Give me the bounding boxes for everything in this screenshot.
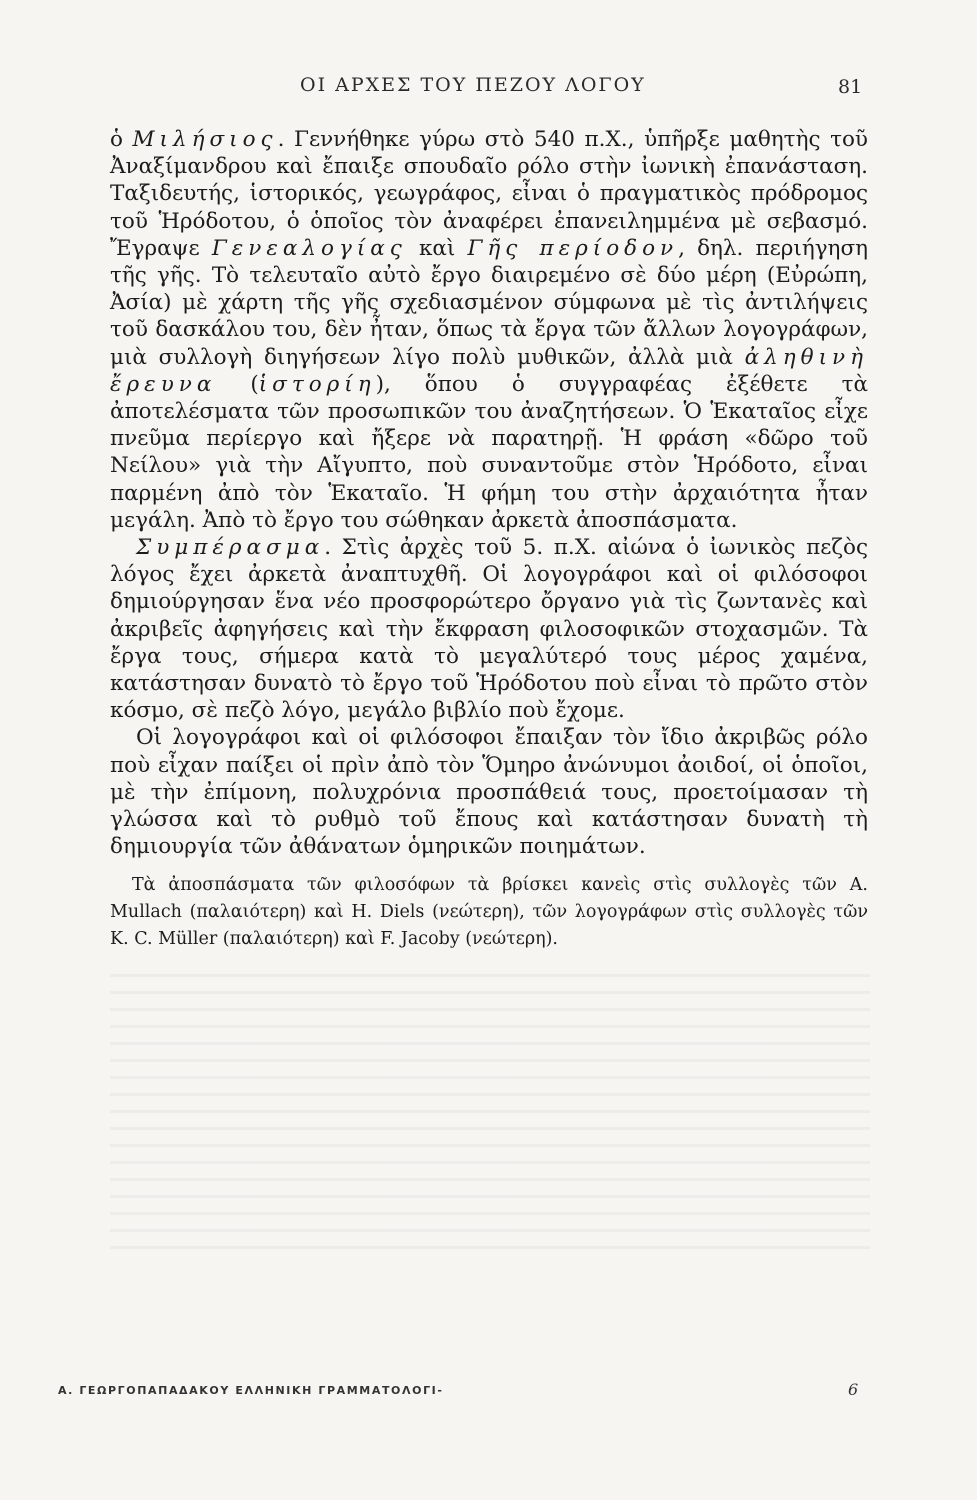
paragraph-logographers: Οἱ λογογράφοι καὶ οἱ φιλόσοφοι ἔπαιξαν τὸν ἴδιο ἀκριβῶς ρόλο ποὺ εἶχαν παίξει οἱ πρὶν ἀπὸ τὸν Ὅμηρο ἀνώνυμοι ἀοιδοί, οἱ ὁποῖοι, μὲ τὴν ἐπίμονη, πολυχρόνια προσπάθειά τους, προετοίμασαν τὴ γλώσσα καὶ τὸ ρυθμὸ τοῦ ἔπους καὶ κατάστησαν δυνατὴ τὴ δημιουργία τῶν ἀθάνατων ὁμηρικῶν ποιημάτων. [110,725,868,860]
text-run: ), ὅπου ὁ συγγραφέας ἐξέθετε τὰ ἀποτελέσματα τῶν προσωπικῶν του ἀναζητήσεων. Ὁ Ἑκαταῖος εἶχε πνεῦμα περίεργο καὶ ἤξερε νὰ παρατηρῇ. Ἡ φράση «δῶρο τοῦ Νείλου» γιὰ τὴν Αἴγυπτο, ποὺ συναντοῦμε στὸν Ἡρόδοτο, εἶναι παρμένη ἀπὸ τὸν Ἑκαταῖο. Ἡ φήμη του στὴν ἀρχαιότητα ἦταν μεγάλη. Ἀπὸ τὸ ἔργο του σώθηκαν ἀρκετὰ ἀποσπάσματα. [110,371,868,533]
footnote-text: Τὰ ἀποσπάσματα τῶν φιλοσόφων τὰ βρίσκει κανεὶς στὶς συλλογὲς τῶν A. Mullach (παλαιότερη) καὶ H. Diels (νεώτερη), τῶν λογογράφων στὶς συλλογὲς τῶν K. C. Müller (παλαιότερη) καὶ F. Jacoby (νεώτερη). [110,875,868,949]
spaced-emphasis: ἀληθινὴ ἔρευνα [110,344,868,397]
paragraph-hecataeus [110,126,868,534]
footnote [110,872,868,953]
running-title: ΟΙ ΑΡΧΕΣ ΤΟΥ ΠΕΖΟΥ ΛΟΓΟΥ [300,74,646,96]
signature-number: 6 [848,1380,859,1399]
page-number: 81 [838,76,863,98]
text-run: . Στὶς ἀρχὲς τοῦ 5. π.Χ. αἰώνα ὁ ἰωνικὸς πεζὸς λόγος ἔχει ἀρκετὰ ἀναπτυχθῆ. Οἱ λογογράφοι καὶ οἱ φιλόσοφοι δημιούργησαν ἕνα νέο προσφορώτερο ὄργανο γιὰ τὶς ζωντανὲς καὶ ἀκριβεῖς ἀφηγήσεις καὶ τὴν ἔκφραση φιλοσοφικῶν στοχασμῶν. Τὰ ἔργα τους, σήμερα κατὰ τὸ μεγαλύτερό τους μέρος χαμένα, κατάστησαν δυνατὸ τὸ ἔργο τοῦ Ἡρόδοτου ποὺ εἶναι τὸ πρῶτο στὸν κόσμο, σὲ πεζὸ λόγο, μεγάλο βιβλίο ποὺ ἔχομε. [110,535,868,724]
body-text [110,126,868,860]
text-run: καὶ [406,235,468,261]
bleed-through-texture [110,960,870,1260]
spaced-emphasis: Γενεαλογίας [211,235,407,261]
printer-signature: Α. ΓΕΩΡΓΟΠΑΠΑΔΑΚΟΥ ΕΛΛΗΝΙΚΗ ΓΡΑΜΜΑΤΟΛΟΓΙ- [58,1384,444,1397]
text-run: ( [216,371,259,397]
text-run: . Γεννήθηκε γύρω στὸ 540 π.Χ., ὑπῆρξε μαθητὴς τοῦ Ἀναξίμανδρου καὶ ἔπαιξε σπουδαῖο ρόλο στὴν ἰωνικὴ ἐπανάσταση. Ταξιδευτής, ἱστορικός, γεωγράφος, εἶναι ὁ πραγματικὸς πρόδρομος τοῦ Ἡρόδοτου, ὁ ὁποῖος τὸν ἀναφέρει ἐπανειλημμένα μὲ σεβασμό. Ἔγραψε [110,127,869,261]
text-run: , δηλ. περιήγηση τῆς γῆς. Τὸ τελευταῖο αὐτὸ ἔργο διαιρεμένο σὲ δύο μέρη (Εὐρώπη, Ἀσία) μὲ χάρτη τῆς γῆς σχεδιασμένον σύμφωνα μὲ τὶς ἀντιλήψεις τοῦ δασκάλου του, δὲν ἦταν, ὅπως τὰ ἔργα τῶν ἄλλων λογογράφων, μιὰ συλλογὴ διηγήσεων λίγο πολὺ μυθικῶν, ἀλλὰ μιὰ [110,235,868,370]
paragraph-conclusion [110,534,868,724]
section-heading: Συμπέρασμα [136,535,325,561]
spaced-emphasis: ἱστορίη [258,371,376,397]
spaced-emphasis: Γῆς περίοδον [467,235,679,261]
text-run: ὁ [110,127,133,152]
spaced-emphasis: Μιλήσιος [132,127,278,152]
